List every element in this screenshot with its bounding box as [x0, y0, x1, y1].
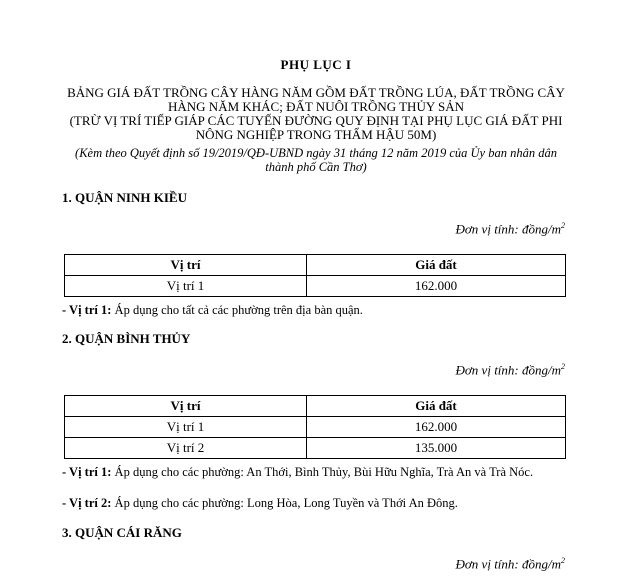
decision-note	[0, 146, 632, 174]
position-cell: Vị trí 1	[65, 276, 307, 297]
section-heading-ninh-kieu: 1. QUẬN NINH KIỀU	[62, 190, 187, 205]
unit-text: Đơn vị tính: đồng/m	[455, 556, 561, 572]
description-text: Áp dụng cho các phường: Long Hòa, Long Tuyền và Thới An Đông.	[111, 496, 458, 510]
subtitle-line: (TRỪ VỊ TRÍ TIẾP GIÁP CÁC TUYẾN ĐƯỜNG QUY ĐỊNH TẠI PHỤ LỤC GIÁ ĐẤT PHI	[69, 113, 563, 128]
page-title: PHỤ LỤC I	[280, 57, 352, 72]
unit-label	[455, 556, 565, 572]
note-line: thành phố Cần Thơ)	[265, 160, 367, 174]
position-description	[62, 496, 458, 511]
price-table-ninh-kieu	[64, 254, 566, 297]
position-cell: Vị trí 2	[65, 438, 307, 459]
table-row	[65, 276, 566, 297]
section-heading-cai-rang: 3. QUẬN CÁI RĂNG	[62, 525, 182, 540]
table-row	[65, 438, 566, 459]
position-description	[62, 465, 533, 480]
table-row	[65, 417, 566, 438]
column-header-position: Vị trí	[65, 255, 307, 276]
unit-text: Đơn vị tính: đồng/m	[455, 221, 561, 237]
column-header-position: Vị trí	[65, 396, 307, 417]
unit-superscript: 2	[561, 221, 565, 230]
subtitle-line: HÀNG NĂM KHÁC; ĐẤT NUÔI TRỒNG THỦY SẢN	[168, 99, 464, 114]
position-description	[62, 303, 363, 318]
position-cell: Vị trí 1	[65, 417, 307, 438]
table-header-row	[65, 396, 566, 417]
description-label: - Vị trí 1:	[62, 465, 112, 479]
section-heading-binh-thuy: 2. QUẬN BÌNH THỦY	[62, 331, 191, 346]
description-text: Áp dụng cho tất cả các phường trên địa bàn quận.	[111, 303, 363, 317]
unit-text: Đơn vị tính: đồng/m	[455, 362, 561, 378]
subtitle-line: BẢNG GIÁ ĐẤT TRỒNG CÂY HÀNG NĂM GỒM ĐẤT TRỒNG LÚA, ĐẤT TRỒNG CÂY	[67, 85, 565, 100]
column-header-price: Giá đất	[307, 255, 566, 276]
description-label: - Vị trí 2:	[62, 496, 112, 510]
price-cell: 162.000	[307, 276, 566, 297]
price-cell: 162.000	[307, 417, 566, 438]
note-line: (Kèm theo Quyết định số 19/2019/QĐ-UBND ngày 31 tháng 12 năm 2019 của Ủy ban nhân dân	[75, 146, 557, 160]
price-cell: 135.000	[307, 438, 566, 459]
unit-label	[455, 221, 565, 237]
unit-superscript: 2	[561, 362, 565, 371]
column-header-price: Giá đất	[307, 396, 566, 417]
document-subtitle	[0, 86, 632, 142]
description-text: Áp dụng cho các phường: An Thới, Bình Thủy, Bùi Hữu Nghĩa, Trà An và Trà Nóc.	[111, 465, 534, 479]
subtitle-line: NÔNG NGHIỆP TRONG THẨM HẬU 50M)	[195, 127, 437, 142]
price-table-binh-thuy	[64, 395, 566, 459]
unit-superscript: 2	[561, 556, 565, 565]
unit-label	[455, 362, 565, 378]
description-label: - Vị trí 1:	[62, 303, 112, 317]
table-header-row	[65, 255, 566, 276]
